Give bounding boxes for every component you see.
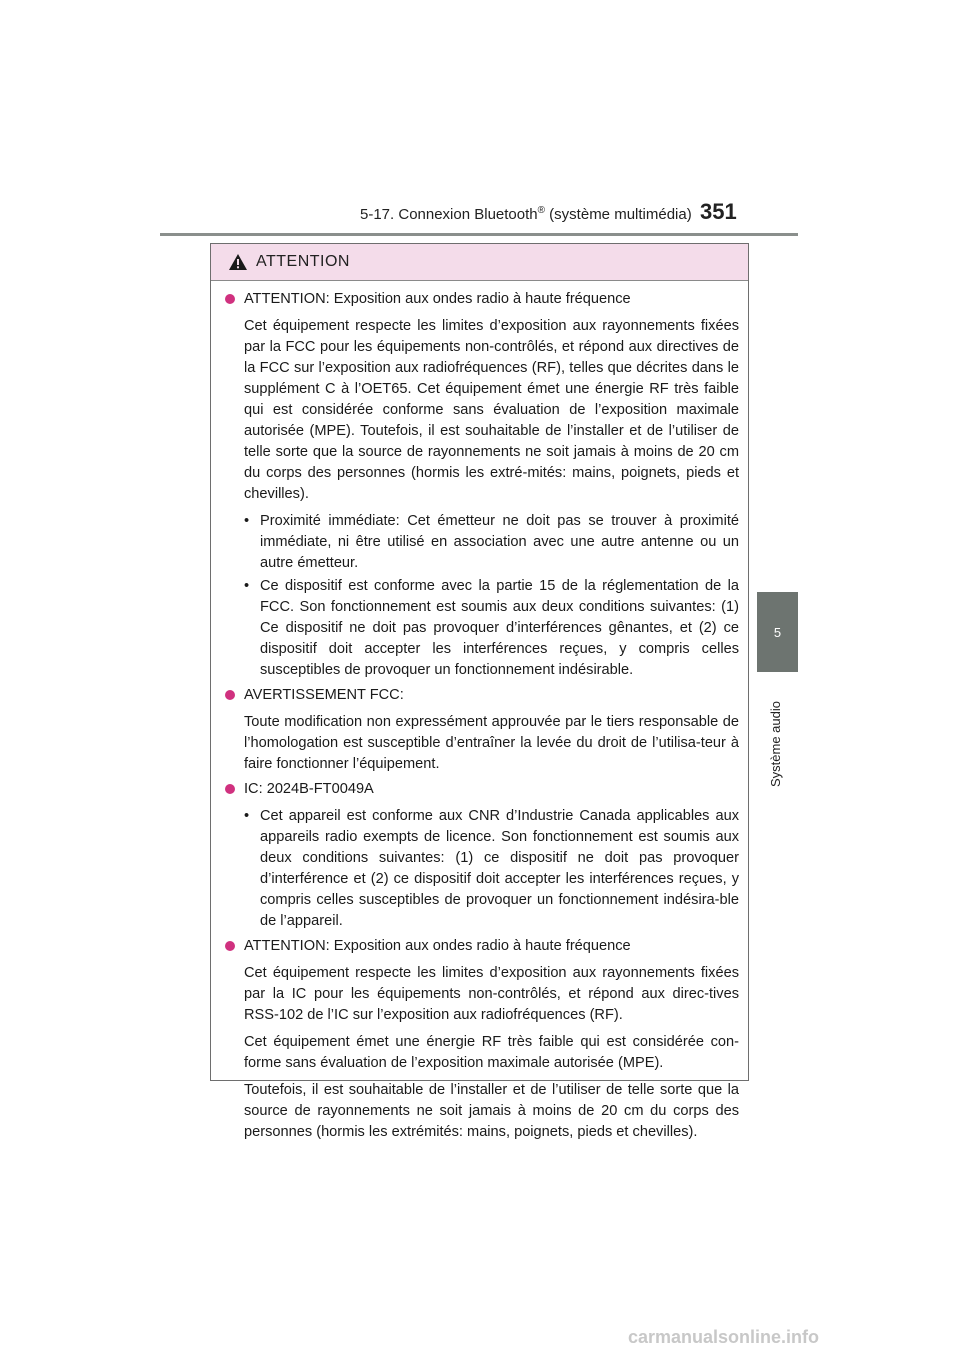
warning-paragraph: Cet équipement respecte les limites d’exposition aux rayonnements fixées par la FCC pour les équipements non-contrôlés, et répond aux directives de la FCC sur l’exposition aux radiofréquences (RF), telles que décrites dans le supplément C à l’OET65. Cet équipement émet une énergie RF très faible qui est considérée conforme sans évaluation de l’exposition maximale autorisée (MPE). Toutefois, il est souhaitable de l’installer et de l’utiliser de telle sorte que la source de rayonnements ne soit jamais à moins de 20 cm du corps des personnes (hormis les extré-mités: mains, poignets, pieds et chevilles). bbox=[244, 318, 739, 502]
bullet-dot-icon bbox=[225, 294, 235, 304]
registered-mark: ® bbox=[537, 205, 546, 216]
warning-paragraph: Cet équipement respecte les limites d’exposition aux rayonnements fixées par la IC pour les équipements non-contrôlés, et répond aux direc-tives RSS-102 de l’IC sur l’exposition aux radiofréquences (RF). bbox=[244, 965, 739, 1023]
warning-paragraph: Toute modification non expressément approuvée par le tiers responsable de l’homologation est susceptible d’entraîner la levée du droit de l’utilisa-teur à faire fonctionner l’équipement. bbox=[244, 714, 739, 772]
warning-subitem bbox=[244, 576, 739, 681]
section-title-suffix: (système multimédia) bbox=[545, 206, 692, 223]
page-number: 351 bbox=[700, 199, 737, 224]
warning-triangle-icon bbox=[228, 253, 248, 271]
warning-subitem bbox=[244, 806, 739, 932]
warning-subitem-text: Cet appareil est conforme aux CNR d’Industrie Canada applicables aux appareils radio exempts de licence. Son fonctionnement est soumis aux deux conditions suivantes: (1) ce dispositif ne doit pas provoquer d’interférence et (2) ce dispositif doit accepter les interférences reçues, y compris celles susceptibles de provoquer un fonctionnement indésira-ble de l’appareil. bbox=[260, 808, 739, 929]
bullet-dot-icon bbox=[225, 941, 235, 951]
warning-subitem-text: Proximité immédiate: Cet émetteur ne doit pas se trouver à proximité immédiate, ni être utilisé en association avec une autre antenne ou un autre émetteur. bbox=[260, 513, 739, 571]
bullet-dot-icon bbox=[225, 690, 235, 700]
chapter-tab bbox=[757, 592, 798, 672]
chapter-label: Système audio bbox=[768, 701, 783, 787]
header-divider bbox=[160, 233, 798, 236]
warning-box bbox=[210, 243, 749, 1140]
subitem-bullet-icon: • bbox=[244, 513, 250, 529]
warning-item bbox=[225, 289, 739, 681]
warning-item bbox=[225, 936, 739, 1143]
section-title bbox=[360, 205, 692, 223]
warning-item bbox=[225, 685, 739, 775]
warning-paragraph: Cet équipement émet une énergie RF très faible qui est considérée con-forme sans évaluation de l’exposition maximale autorisée (MPE). bbox=[244, 1034, 739, 1071]
subitem-bullet-icon: • bbox=[244, 808, 250, 824]
bullet-dot-icon bbox=[225, 784, 235, 794]
warning-header bbox=[211, 244, 748, 281]
warning-item-title: AVERTISSEMENT FCC: bbox=[244, 687, 404, 703]
chapter-number: 5 bbox=[773, 624, 782, 640]
warning-item bbox=[225, 779, 739, 932]
warning-item-title: ATTENTION: Exposition aux ondes radio à haute fréquence bbox=[244, 938, 631, 954]
warning-subitem-text: Ce dispositif est conforme avec la partie 15 de la réglementation de la FCC. Son fonctionnement est soumis aux deux conditions suivantes: (1) Ce dispositif ne doit pas provoquer d’interférences gênantes, et (2) ce dispositif doit accepter les interférences reçues, y compris celles susceptibles de provoquer un fonctionnement indésirable. bbox=[260, 578, 739, 678]
warning-title: ATTENTION bbox=[256, 253, 350, 270]
warning-paragraph: Toutefois, il est souhaitable de l’installer et de l’utiliser de telle sorte que la source de rayonnements ne soit jamais à moins de 20 cm du corps des personnes (hormis les extrémités: mains, poignets, pieds et chevilles). bbox=[244, 1082, 739, 1140]
warning-item-title: IC: 2024B-FT0049A bbox=[244, 781, 374, 797]
subitem-bullet-icon: • bbox=[244, 578, 250, 594]
warning-subitem bbox=[244, 511, 739, 574]
warning-body bbox=[211, 281, 748, 1143]
watermark: carmanualsonline.info bbox=[628, 1327, 820, 1347]
warning-item-title: ATTENTION: Exposition aux ondes radio à haute fréquence bbox=[244, 291, 631, 307]
section-title-prefix: 5-17. Connexion Bluetooth bbox=[360, 206, 538, 223]
